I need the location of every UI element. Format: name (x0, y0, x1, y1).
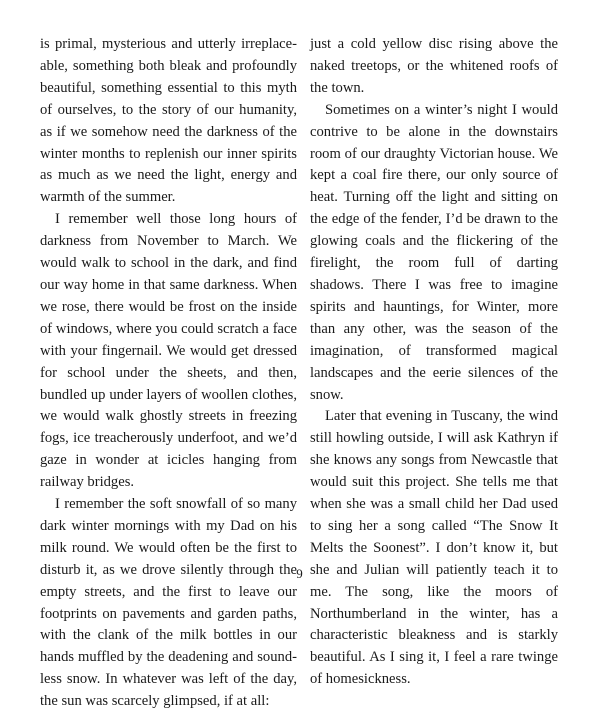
left-paragraph-1: is primal, mysterious and utterly irreplaceable, something both bleak and profoundly beautiful, something essential to this myth of ourselves, to the story of our humanity, as if we somehow need the darkness of the winter months to replenish our inner spirits as much as we need the light, energy and warmth of the summer. (40, 36, 297, 206)
left-paragraph-2: I remember well those long hours of darkness from November to March. We would walk to school in the dark, and find our way home in that same darkness. When we rose, there would be frost on the inside of windows, where you could scratch a face with your fingernail. We would get dressed for school under the sheets, and then, bundled up under layers of woollen clothes, we would walk ghostly streets in freezing fogs, ice treacherously underfoot, and we’d gaze in wonder at icicles hanging from railway bridges. (40, 211, 297, 491)
left-column (40, 34, 297, 713)
right-column (310, 34, 558, 691)
right-paragraph-1: just a cold yellow disc rising above the naked treetops, or the whitened roofs of the town. (310, 36, 558, 96)
right-paragraph-2: Sometimes on a winter’s night I would contrive to be alone in the downstairs room of our draughty Victorian house. We kept a coal fire there, our only source of heat. Turning off the light and sitting on the edge of the fender, I’d be drawn to the glowing coals and the flickering of the firelight, the room full of darting shadows. There I was free to imagine spirits and hauntings, for Winter, more than any other, was the season of the imagination, of transformed magical landscapes and the eerie silences of the snow. (310, 101, 558, 403)
page-number: 9 (296, 566, 303, 581)
left-paragraph-3: I remember the soft snowfall of so many dark winter mornings with my Dad on his milk round. We would often be the first to disturb it, as we drove silently through the empty streets, and the first to leave our footprints on pavements and garden paths, with the clank of the milk bottles in our hands muffled by the deadening and soundless snow. In whatever was left of the day, the sun was scarcely glimpsed, if at all: (40, 496, 297, 710)
right-paragraph-3: Later that evening in Tuscany, the wind still howling outside, I will ask Kathryn if she knows any songs from Newcastle that would suit this project. She tells me that when she was a small child her Dad used to sing her a song called “The Snow It Melts the Soonest”. I don’t know it, but she and Julian will patiently teach it to me. The song, like the moors of Northumberland in the winter, has a characteristic bleakness and is starkly beautiful. As I sing it, I feel a rare twinge of homesickness. (310, 408, 558, 688)
